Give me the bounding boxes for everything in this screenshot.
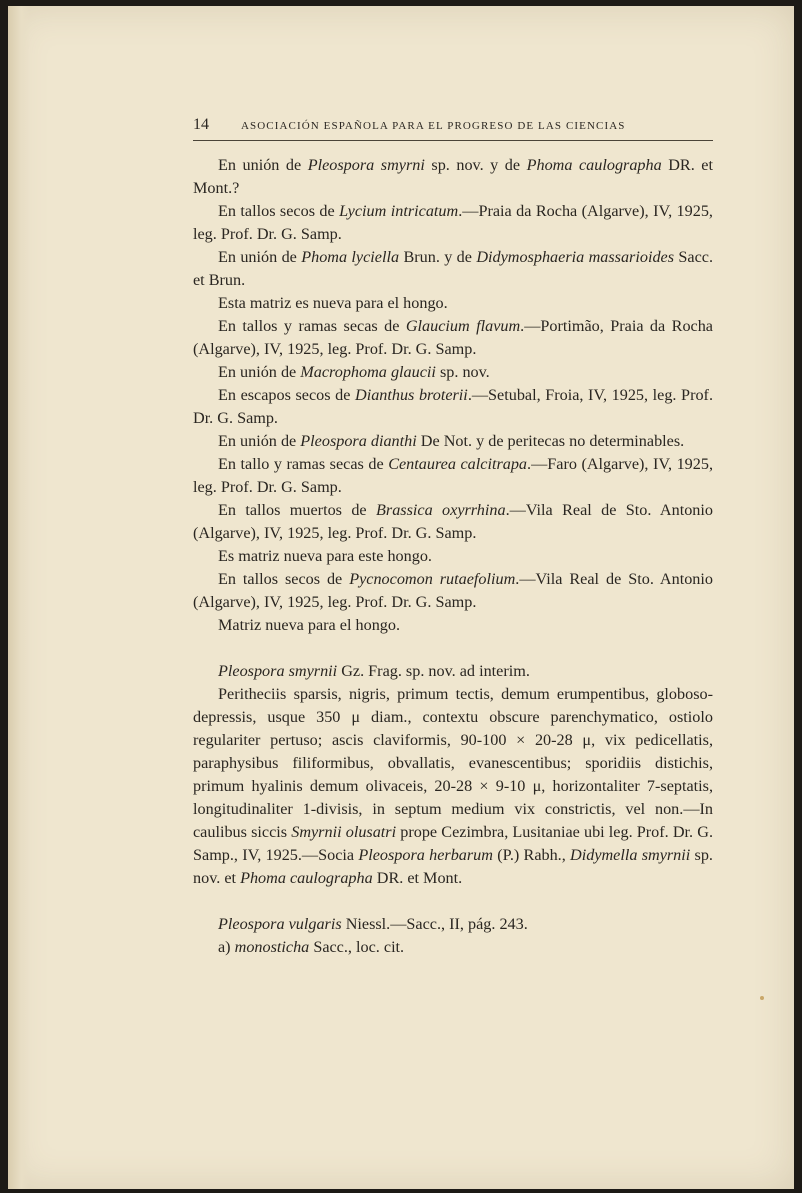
- paragraph: [193, 154, 713, 200]
- text-run: sp. nov.: [435, 363, 490, 381]
- text-run: En tallos secos de: [218, 202, 340, 220]
- text-run: .—Setubal, Froia, IV, 1925, leg. Prof. Dr. G. Samp.: [193, 386, 713, 427]
- text-run: Brun. y de: [399, 248, 477, 266]
- text-run: En unión de: [218, 432, 301, 450]
- paragraph: [193, 683, 713, 890]
- species-name: Brassica oxyrrhina: [376, 501, 506, 519]
- text-run: .—Portimão, Praia da Rocha (Algarve), IV, 1925, leg. Prof. Dr. G. Samp.: [193, 317, 713, 358]
- running-header: [193, 116, 713, 141]
- text-run: .—Vila Real de Sto. Antonio (Algarve), IV, 1925, leg. Prof. Dr. G. Samp.: [193, 570, 713, 611]
- text-run: Sacc. et Brun.: [193, 248, 713, 289]
- species-name: Pleospora dianthi: [300, 432, 417, 450]
- paragraph: [193, 315, 713, 361]
- paragraph-spacer: [193, 637, 713, 660]
- text-run: DR. et Mont.?: [193, 156, 713, 197]
- paragraph: [193, 545, 713, 568]
- paragraph: [193, 614, 713, 637]
- paragraph: [193, 568, 713, 614]
- text-run: En tallos y ramas secas de: [218, 317, 406, 335]
- species-name: Glaucium flavum: [405, 317, 521, 335]
- paragraph: [193, 499, 713, 545]
- species-name: Pleospora vulgaris: [218, 915, 342, 933]
- paper-stain: [760, 996, 764, 1000]
- text-run: Peritheciis sparsis, nigris, primum tectis, demum erumpentibus, globoso-depressis, usque 350 μ diam., contextu obscure parenchymatico, ostiolo regulariter pertuso; ascis claviformis, 90-100 × 20-28 μ, vix pedicellatis, paraphysibus filiformibus, obvallatis, evanescentibus; sporidiis distichis, primum hyalinis demum olivaceis, 20-28 × 9-10 μ, horizontaliter 7-septatis, longitudinaliter 1-divisis, in septum medium vix constrictis, vel non.—In caulibus siccis: [193, 685, 713, 841]
- text-run: Es matriz nueva para este hongo.: [218, 547, 432, 565]
- paragraph: [193, 292, 713, 315]
- text-run: .—Faro (Algarve), IV, 1925, leg. Prof. Dr. G. Samp.: [193, 455, 713, 496]
- text-run: Esta matriz es nueva para el hongo.: [218, 294, 448, 312]
- text-run: De Not. y de peritecas no determinables.: [416, 432, 685, 450]
- text-run: En tallo y ramas secas de: [218, 455, 389, 473]
- paragraph: [193, 246, 713, 292]
- paragraph: [193, 430, 713, 453]
- species-name: Smyrnii olusatri: [291, 823, 397, 841]
- paragraph: [193, 936, 713, 959]
- text-run: En escapos secos de: [218, 386, 355, 404]
- paragraph: [193, 913, 713, 936]
- paragraph: [193, 361, 713, 384]
- species-name: Pycnocomon rutaefolium: [349, 570, 516, 588]
- text-run: sp. nov. et: [193, 846, 713, 887]
- text-run: Matriz nueva para el hongo.: [218, 616, 401, 634]
- running-title: ASOCIACIÓN ESPAÑOLA PARA EL PROGRESO DE LAS CIENCIAS: [241, 120, 626, 132]
- species-name: Pleospora herbarum: [358, 846, 493, 864]
- text-run: .—Praia da Rocha (Algarve), IV, 1925, leg. Prof. Dr. G. Samp.: [193, 202, 713, 243]
- paragraph: [193, 660, 713, 683]
- species-name: Pleospora smyrnii: [218, 662, 338, 680]
- species-name: Dianthus broterii: [355, 386, 468, 404]
- text-run: (P.) Rabh.,: [492, 846, 571, 864]
- species-name: Centaurea calcitrapa: [388, 455, 528, 473]
- species-name: Pleospora smyrni: [307, 156, 425, 174]
- text-run: En tallos secos de: [218, 570, 350, 588]
- text-run: Gz. Frag. sp. nov. ad interim.: [337, 662, 530, 680]
- text-run: DR. et Mont.: [372, 869, 463, 887]
- species-name: Didymella smyrnii: [570, 846, 691, 864]
- text-run: sp. nov. y de: [424, 156, 527, 174]
- paragraph: [193, 200, 713, 246]
- book-page: [8, 6, 794, 1189]
- text-run: Sacc., loc. cit.: [309, 938, 405, 956]
- paragraph: [193, 453, 713, 499]
- species-name: Phoma caulographa: [526, 156, 662, 174]
- text-run: .—Vila Real de Sto. Antonio (Algarve), IV, 1925, leg. Prof. Dr. G. Samp.: [193, 501, 713, 542]
- text-run: En unión de: [218, 156, 308, 174]
- text-run: En tallos muertos de: [218, 501, 376, 519]
- page-gutter-shadow: [8, 6, 30, 1189]
- species-name: monosticha: [234, 938, 310, 956]
- species-name: Lycium intricatum: [339, 202, 459, 220]
- body-text: [193, 154, 713, 959]
- text-run: En unión de: [218, 363, 301, 381]
- species-name: Phoma caulographa: [240, 869, 373, 887]
- text-run: prope Cezimbra, Lusitaniae ubi leg. Prof. Dr. G. Samp., IV, 1925.—Socia: [193, 823, 713, 864]
- species-name: Didymosphaeria massarioides: [476, 248, 675, 266]
- species-name: Phoma lyciella: [301, 248, 400, 266]
- paragraph-spacer: [193, 890, 713, 913]
- text-run: Niessl.—Sacc., II, pág. 243.: [341, 915, 528, 933]
- text-run: a): [218, 938, 235, 956]
- page-number: 14: [193, 116, 209, 133]
- text-run: En unión de: [218, 248, 302, 266]
- species-name: Macrophoma glaucii: [300, 363, 436, 381]
- paragraph: [193, 384, 713, 430]
